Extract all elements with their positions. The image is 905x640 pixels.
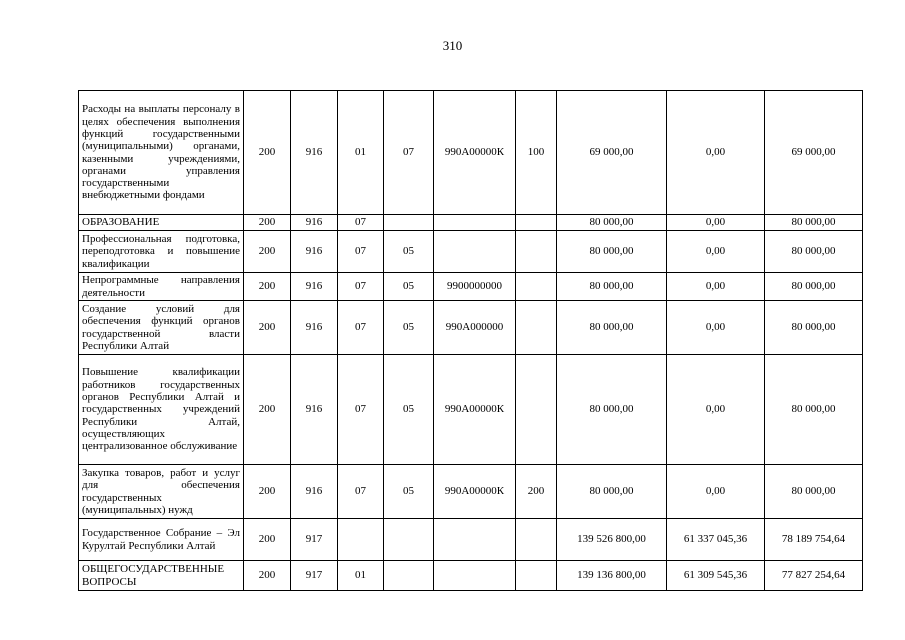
cell-v1: 80 000,00 [557,301,667,355]
table-row [79,355,863,465]
table-row [79,91,863,215]
cell-c6 [516,561,557,591]
budget-table [78,90,863,591]
cell-c1: 200 [244,355,291,465]
row-name: Создание условий для обеспечения функций органов государственной власти Республики Алтай [79,301,244,355]
cell-v2: 0,00 [667,273,765,301]
cell-c1: 200 [244,561,291,591]
cell-c2: 916 [291,215,338,231]
cell-c6 [516,519,557,561]
cell-c2: 916 [291,91,338,215]
row-name: ОБЩЕГОСУДАРСТВЕННЫЕ ВОПРОСЫ [79,561,244,591]
cell-v3: 80 000,00 [765,215,863,231]
cell-v3: 80 000,00 [765,231,863,273]
cell-c1: 200 [244,465,291,519]
table-row [79,301,863,355]
row-name: Закупка товаров, работ и услуг для обеспечения государственных (муниципальных) нужд [79,465,244,519]
cell-c1: 200 [244,91,291,215]
cell-c3: 07 [338,355,384,465]
cell-c4: 05 [384,301,434,355]
row-name: Непрограммные направления деятельности [79,273,244,301]
cell-c6 [516,215,557,231]
cell-c4: 07 [384,91,434,215]
cell-c5 [434,215,516,231]
cell-c1: 200 [244,273,291,301]
cell-v2: 0,00 [667,355,765,465]
cell-c3 [338,519,384,561]
cell-v3: 69 000,00 [765,91,863,215]
table-row [79,231,863,273]
cell-v3: 80 000,00 [765,355,863,465]
table-row [79,215,863,231]
cell-c4 [384,519,434,561]
cell-c3: 07 [338,215,384,231]
cell-v3: 77 827 254,64 [765,561,863,591]
cell-c4: 05 [384,465,434,519]
cell-c5: 990А00000К [434,355,516,465]
cell-v3: 80 000,00 [765,273,863,301]
table-row [79,561,863,591]
cell-v1: 139 136 800,00 [557,561,667,591]
cell-c2: 916 [291,355,338,465]
cell-c4 [384,561,434,591]
table-row [79,273,863,301]
cell-v1: 80 000,00 [557,465,667,519]
cell-v1: 139 526 800,00 [557,519,667,561]
cell-c4: 05 [384,355,434,465]
cell-c2: 916 [291,465,338,519]
cell-v2: 0,00 [667,465,765,519]
cell-c2: 917 [291,561,338,591]
row-name: Государственное Собрание – Эл Курултай Республики Алтай [79,519,244,561]
cell-v1: 80 000,00 [557,231,667,273]
row-name: Профессиональная подготовка, переподготовка и повышение квалификации [79,231,244,273]
cell-c6 [516,301,557,355]
cell-c5: 990А00000К [434,91,516,215]
cell-c5: 990А00000К [434,465,516,519]
cell-c1: 200 [244,301,291,355]
cell-v1: 80 000,00 [557,273,667,301]
cell-v2: 61 337 045,36 [667,519,765,561]
cell-c1: 200 [244,519,291,561]
cell-c2: 916 [291,301,338,355]
row-name: ОБРАЗОВАНИЕ [79,215,244,231]
cell-v2: 0,00 [667,301,765,355]
cell-c4: 05 [384,231,434,273]
table-row [79,465,863,519]
cell-v3: 80 000,00 [765,465,863,519]
page-number: 310 [442,38,463,53]
cell-v2: 0,00 [667,91,765,215]
cell-v1: 80 000,00 [557,355,667,465]
cell-c2: 916 [291,273,338,301]
cell-c3: 01 [338,561,384,591]
cell-c1: 200 [244,215,291,231]
cell-c5: 990А000000 [434,301,516,355]
cell-v2: 61 309 545,36 [667,561,765,591]
cell-c4 [384,215,434,231]
cell-c3: 07 [338,231,384,273]
cell-c5: 9900000000 [434,273,516,301]
cell-c3: 07 [338,273,384,301]
cell-c2: 916 [291,231,338,273]
cell-c3: 07 [338,301,384,355]
cell-c2: 917 [291,519,338,561]
cell-c5 [434,561,516,591]
cell-c4: 05 [384,273,434,301]
cell-c5 [434,519,516,561]
cell-v2: 0,00 [667,231,765,273]
cell-c6 [516,273,557,301]
cell-v3: 78 189 754,64 [765,519,863,561]
cell-c6 [516,355,557,465]
row-name: Расходы на выплаты персоналу в целях обеспечения выполнения функций государственными (муниципальными) органами, казенными учреждениями, органами управления государственными внебюджетными фондами [79,91,244,215]
cell-v1: 69 000,00 [557,91,667,215]
table-row [79,519,863,561]
cell-c6 [516,231,557,273]
cell-c6: 100 [516,91,557,215]
cell-c5 [434,231,516,273]
cell-v3: 80 000,00 [765,301,863,355]
cell-c6: 200 [516,465,557,519]
cell-v1: 80 000,00 [557,215,667,231]
cell-c3: 01 [338,91,384,215]
cell-v2: 0,00 [667,215,765,231]
cell-c3: 07 [338,465,384,519]
row-name: Повышение квалификации работников государственных органов Республики Алтай и государственных учреждений Республики Алтай, осуществляющих централизованное обслуживание [79,355,244,465]
cell-c1: 200 [244,231,291,273]
